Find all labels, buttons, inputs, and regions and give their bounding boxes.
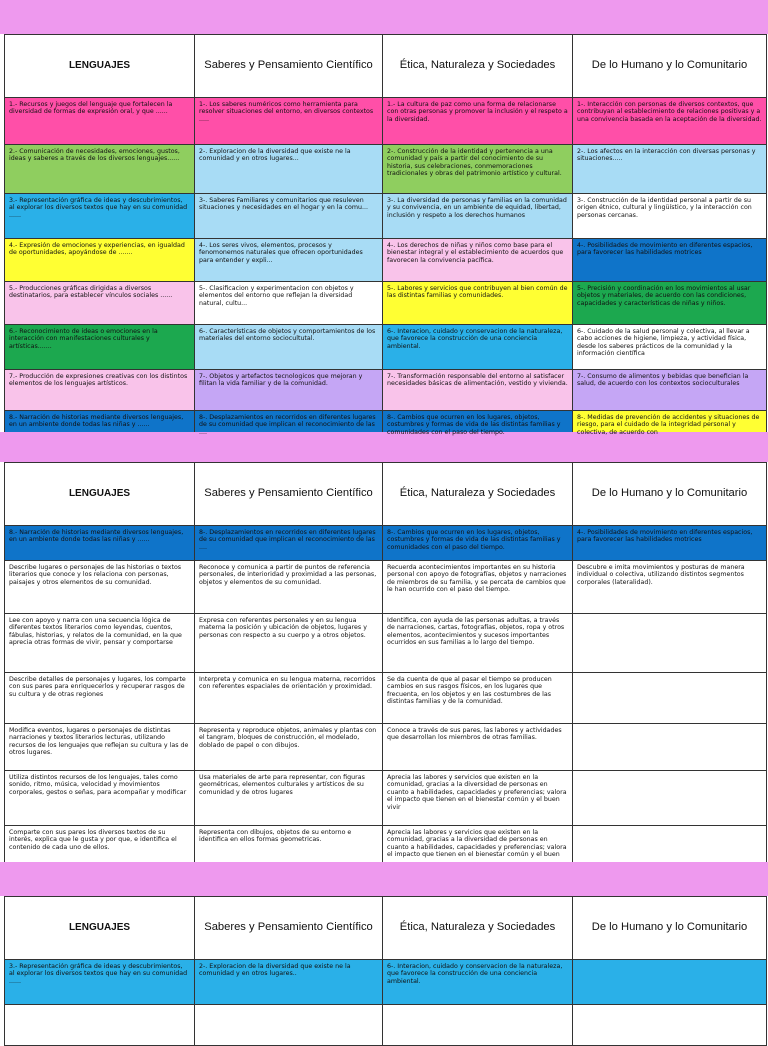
header-row <box>5 35 767 98</box>
header-row <box>5 463 767 526</box>
table-cell: 5-. Clasificacion y experimentacion con objetos y elementos del entorno que reflejan la diversidad natural, cultu... <box>195 282 383 325</box>
table-cell: 4-. Los derechos de niñas y niños como base para el bienestar integral y el establecimiento de acuerdos que favorecen la convivencia pacífica. <box>383 239 573 282</box>
table-cell: Describe detalles de personajes y lugares, los comparte con sus pares para enriquecerlos y recuperar rasgos de su cultura y de otras regiones <box>5 673 195 724</box>
table-cell: Lee con apoyo y narra con una secuencia lógica de diferentes textos literarios como leyendas, cuentos, fábulas, historias, y relatos de la comunidad, en la que aprecia otras formas de vivir, pensar y comportarse <box>5 614 195 673</box>
table-cell: Usa materiales de arte para representar, con figuras geométricas, elementos culturales y artísticos de su comunidad y de otros lugares <box>195 771 383 826</box>
table-cell: Se da cuenta de que al pasar el tiempo se producen cambios en sus rasgos físicos, en los lugares que frecuenta, en los objetos y en las costumbres de las distintas familias y de la comunidad. <box>383 673 573 724</box>
table-cell: 3-. Construcción de la identidad personal a partir de su origen étnico, cultural y lingüístico, y la interacción con personas cercanas. <box>573 194 767 239</box>
table-cell: 4.- Expresión de emociones y experiencias, en igualdad de oportunidades, apoyándose de ....... <box>5 239 195 282</box>
table-cell <box>5 1005 195 1046</box>
table-row <box>5 194 767 239</box>
table-row <box>5 673 767 724</box>
table-row <box>5 145 767 194</box>
table-cell: Describe lugares o personajes de las historias o textos literarios que conoce y los relaciona con personas, paisajes y otros elementos de su comunidad. <box>5 561 195 614</box>
table-cell: 7.- Producción de expresiones creativas con los distintos elementos de los lenguajes artísticos. <box>5 370 195 411</box>
table-cell: 7-. Objetos y artefactos tecnologicos que mejoran y filitan la vida familiar y de la comunidad. <box>195 370 383 411</box>
table-row <box>5 282 767 325</box>
table-row <box>5 526 767 561</box>
table-cell: 8-. Desplazamientos en recorridos en diferentes lugares de su comunidad que implican el reconocimiento de las .... <box>195 411 383 442</box>
header-row <box>5 897 767 960</box>
table-row <box>5 960 767 1005</box>
table-cell <box>383 1005 573 1046</box>
table-cell: 1-. Los saberes numéricos como herramienta para resolver situaciones del entorno, en diversos contextos ..... <box>195 98 383 145</box>
table-cell: 2-. Los afectos en la interacción con diversas personas y situaciones..... <box>573 145 767 194</box>
lower-pink-band <box>0 862 768 896</box>
table-cell: 5-. Labores y servicios que contribuyen al bien común de las distintas familias y comunidades. <box>383 282 573 325</box>
header-humano: De lo Humano y lo Comunitario <box>573 35 767 98</box>
table-cell: 8.- Narración de historias mediante diversos lenguajes, en un ambiente donde todas las niñas y ...... <box>5 411 195 442</box>
table-row <box>5 239 767 282</box>
table-cell <box>573 1005 767 1046</box>
table-section-3 <box>0 896 768 988</box>
table-cell: 5-. Precisión y coordinación en los movimientos al usar objetos y materiales, de acuerdo con las condiciones, capacidades y características de niñas y niños. <box>573 282 767 325</box>
table-cell: 8-. Desplazamientos en recorridos en diferentes lugares de su comunidad que implican el reconocimiento de las .... <box>195 526 383 561</box>
header-saberes: Saberes y Pensamiento Científico <box>195 35 383 98</box>
header-humano: De lo Humano y lo Comunitario <box>573 897 767 960</box>
table-row <box>5 370 767 411</box>
table-cell: 6-. Interacion, cuidado y conservacion de la naturaleza, que favorece la construcción de una conciencia ambiental. <box>383 960 573 1005</box>
table-cell: Interpreta y comunica en su lengua materna, recorridos con referentes espaciales de orientación y proximidad. <box>195 673 383 724</box>
table-cell: Representa con dibujos, objetos de su entorno e identifica en ellos formas geometricas. <box>195 826 383 875</box>
table-cell: Reconoce y comunica a partir de puntos de referencia personales, de interioridad y proximidad a las personas, objetos y elementos de su comunidad. <box>195 561 383 614</box>
table-cell: 7-. Transformación responsable del entorno al satisfacer necesidades básicas de alimentación, vestido y vivienda. <box>383 370 573 411</box>
table-cell: Identifica, con ayuda de las personas adultas, a través de narraciones, cartas, fotografías, objetos, ropa y otros elementos, acontecimientos y sucesos importantes ocurridos en sus familias a lo largo del tiempo. <box>383 614 573 673</box>
table-cell: 6-. Interacion, cuidado y conservacion de la naturaleza, que favorece la construcción de una conciencia ambiental. <box>383 325 573 370</box>
curriculum-table-1 <box>4 34 767 442</box>
curriculum-table-3 <box>4 896 767 1046</box>
table-row <box>5 325 767 370</box>
table-row <box>5 614 767 673</box>
top-pink-band <box>0 0 768 34</box>
table-row <box>5 771 767 826</box>
table-cell: 3-. La diversidad de personas y familias en la comunidad y su convivencia, en un ambiente de equidad, libertad, inclusión y respeto a los derechos humanos <box>383 194 573 239</box>
table-cell: 8-. Cambios que ocurren en los lugares, objetos, costumbres y formas de vida de las distintas familias y comunidades con el paso del tiempo. <box>383 526 573 561</box>
table-cell: 2-. Exploracion de la diversidad que existe ne la comunidad y en otros lugares.. <box>195 960 383 1005</box>
table-cell: 8-. Cambios que ocurren en los lugares, objetos, costumbres y formas de vida de las distintas familias y comunidades con el paso del tiempo. <box>383 411 573 442</box>
table-row <box>5 98 767 145</box>
header-lenguajes: LENGUAJES <box>5 897 195 960</box>
table-cell <box>573 771 767 826</box>
table-cell: 2.- Comunicación de necesidades, emociones, gustos, ideas y saberes a través de los diversos lenguajes...... <box>5 145 195 194</box>
table-cell: 6.- Reconocimiento de ideas o emociones en la interacción con manifestaciones culturales y artísticas....... <box>5 325 195 370</box>
header-etica: Ética, Naturaleza y Sociedades <box>383 35 573 98</box>
table-cell: Expresa con referentes personales y en su lengua materna la posición y ubicación de objetos, lugares y personas con respecto a su cuerpo y a otros objetos. <box>195 614 383 673</box>
table-cell: Utiliza distintos recursos de los lenguajes, tales como sonido, ritmo, música, velocidad y movimientos corporales, gestos o señas, para acompañar y modificar <box>5 771 195 826</box>
table-cell: 8-. Medidas de prevención de accidentes y situaciones de riesgo, para el cuidado de la integridad personal y colectiva, de acuerdo con <box>573 411 767 442</box>
table-cell: 6-. Cuidado de la salud personal y colectiva, al llevar a cabo acciones de higiene, limpieza, y actividad física, desde los saberes prácticos de la comunidad y la información científica <box>573 325 767 370</box>
table-cell: Descubre e imita movimientos y posturas de manera individual o colectiva, utilizando distintos segmentos corporales (lateralidad). <box>573 561 767 614</box>
table-cell: 5.- Producciones gráficas dirigidas a diversos destinatarios, para establecer vínculos sociales ...... <box>5 282 195 325</box>
table-cell: Conoce a través de sus pares, las labores y actividades que desarrollan los miembros de otras familias. <box>383 724 573 771</box>
header-lenguajes: LENGUAJES <box>5 463 195 526</box>
middle-pink-band <box>0 432 768 462</box>
table-cell: Aprecia las labores y servicios que existen en la comunidad, gracias a la diversidad de personas en cuanto a habilidades, capacidades y preferencias; valora el impacto que tienen en el bienestar común y el buen vivir <box>383 771 573 826</box>
header-saberes: Saberes y Pensamiento Científico <box>195 897 383 960</box>
table-row <box>5 724 767 771</box>
header-lenguajes: LENGUAJES <box>5 35 195 98</box>
header-humano: De lo Humano y lo Comunitario <box>573 463 767 526</box>
table-cell: 3-. Saberes Familiares y comunitarios que resuleven situaciones y necesidades en el hogar y en la comu... <box>195 194 383 239</box>
table-section-1 <box>0 34 768 436</box>
table-cell: 3.- Representación gráfica de ideas y descubrimientos, al explorar los diversos textos que hay en su comunidad ...... <box>5 960 195 1005</box>
table-cell: Modifica eventos, lugares o personajes de distintas narraciones y textos literarios lecturas, utilizando recursos de los lenguajes que reflejan su cultura y las de otros lugares. <box>5 724 195 771</box>
table-cell: 1.- Recursos y juegos del lenguaje que fortalecen la diversidad de formas de expresión oral, y que ...... <box>5 98 195 145</box>
table-cell: 7-. Consumo de alimentos y bebidas que benefician la salud, de acuerdo con los contextos socioculturales <box>573 370 767 411</box>
table-cell <box>573 614 767 673</box>
table-cell: Recuerda acontecimientos importantes en su historia personal con apoyo de fotografías, objetos y narraciones de miembros de su familia, y se percata de cambios que le han ocurrido con el paso del tiempo. <box>383 561 573 614</box>
table-cell: 4-. Posibilidades de movimiento en diferentes espacios, para favorecer las habilidades motrices <box>573 526 767 561</box>
table-cell <box>573 960 767 1005</box>
header-saberes: Saberes y Pensamiento Científico <box>195 463 383 526</box>
table-cell: Aprecia las labores y servicios que existen en la comunidad, gracias a la diversidad de personas en cuanto a habilidades, capacidades y preferencias; valora el impacto que tienen en el bienestar común y el buen <box>383 826 573 875</box>
table-cell: 2-. Exploracion de la diversidad que existe ne la comunidad y en otros lugares... <box>195 145 383 194</box>
table-section-2 <box>0 462 768 862</box>
table-row <box>5 1005 767 1046</box>
header-etica: Ética, Naturaleza y Sociedades <box>383 897 573 960</box>
table-cell: Comparte con sus pares los diversos textos de su interés, explica que le gusta y por que, e identifica el contenido de cada uno de ellos. <box>5 826 195 875</box>
table-cell: 6-. Características de objetos y comportamientos de los materiales del entorno sociocultutal. <box>195 325 383 370</box>
table-cell: 1-. Interacción con personas de diversos contextos, que contribuyan al establecimiento de relaciones positivas y a una convivencia basada en la aceptación de la diversidad. <box>573 98 767 145</box>
curriculum-table-2 <box>4 462 767 875</box>
table-cell: Representa y reproduce objetos, animales y plantas con el tangram, bloques de construcción, el modelado, doblado de papel o con dibujos. <box>195 724 383 771</box>
table-cell: 8.- Narración de historias mediante diversos lenguajes, en un ambiente donde todas las niñas y ...... <box>5 526 195 561</box>
table-row <box>5 561 767 614</box>
table-cell: 3.- Representación gráfica de ideas y descubrimientos, al explorar los diversos textos que hay en su comunidad ...... <box>5 194 195 239</box>
header-etica: Ética, Naturaleza y Sociedades <box>383 463 573 526</box>
table-cell: 4-. Los seres vivos, elementos, procesos y fenomonemos naturales que ofrecen oportunidades para entender y expli... <box>195 239 383 282</box>
table-cell <box>195 1005 383 1046</box>
table-cell: 2-. Construcción de la identidad y pertenencia a una comunidad y país a partir del conocimiento de su historia, sus celebraciones, conmemoraciones tradicionales y obras del patrimonio artístico y cultural. <box>383 145 573 194</box>
table-cell <box>573 724 767 771</box>
table-cell: 4-. Posibilidades de movimiento en diferentes espacios, para favorecer las habilidades motrices <box>573 239 767 282</box>
table-cell: 1.- La cultura de paz como una forma de relacionarse con otras personas y promover la inclusión y el respeto a la diversidad. <box>383 98 573 145</box>
table-cell <box>573 673 767 724</box>
